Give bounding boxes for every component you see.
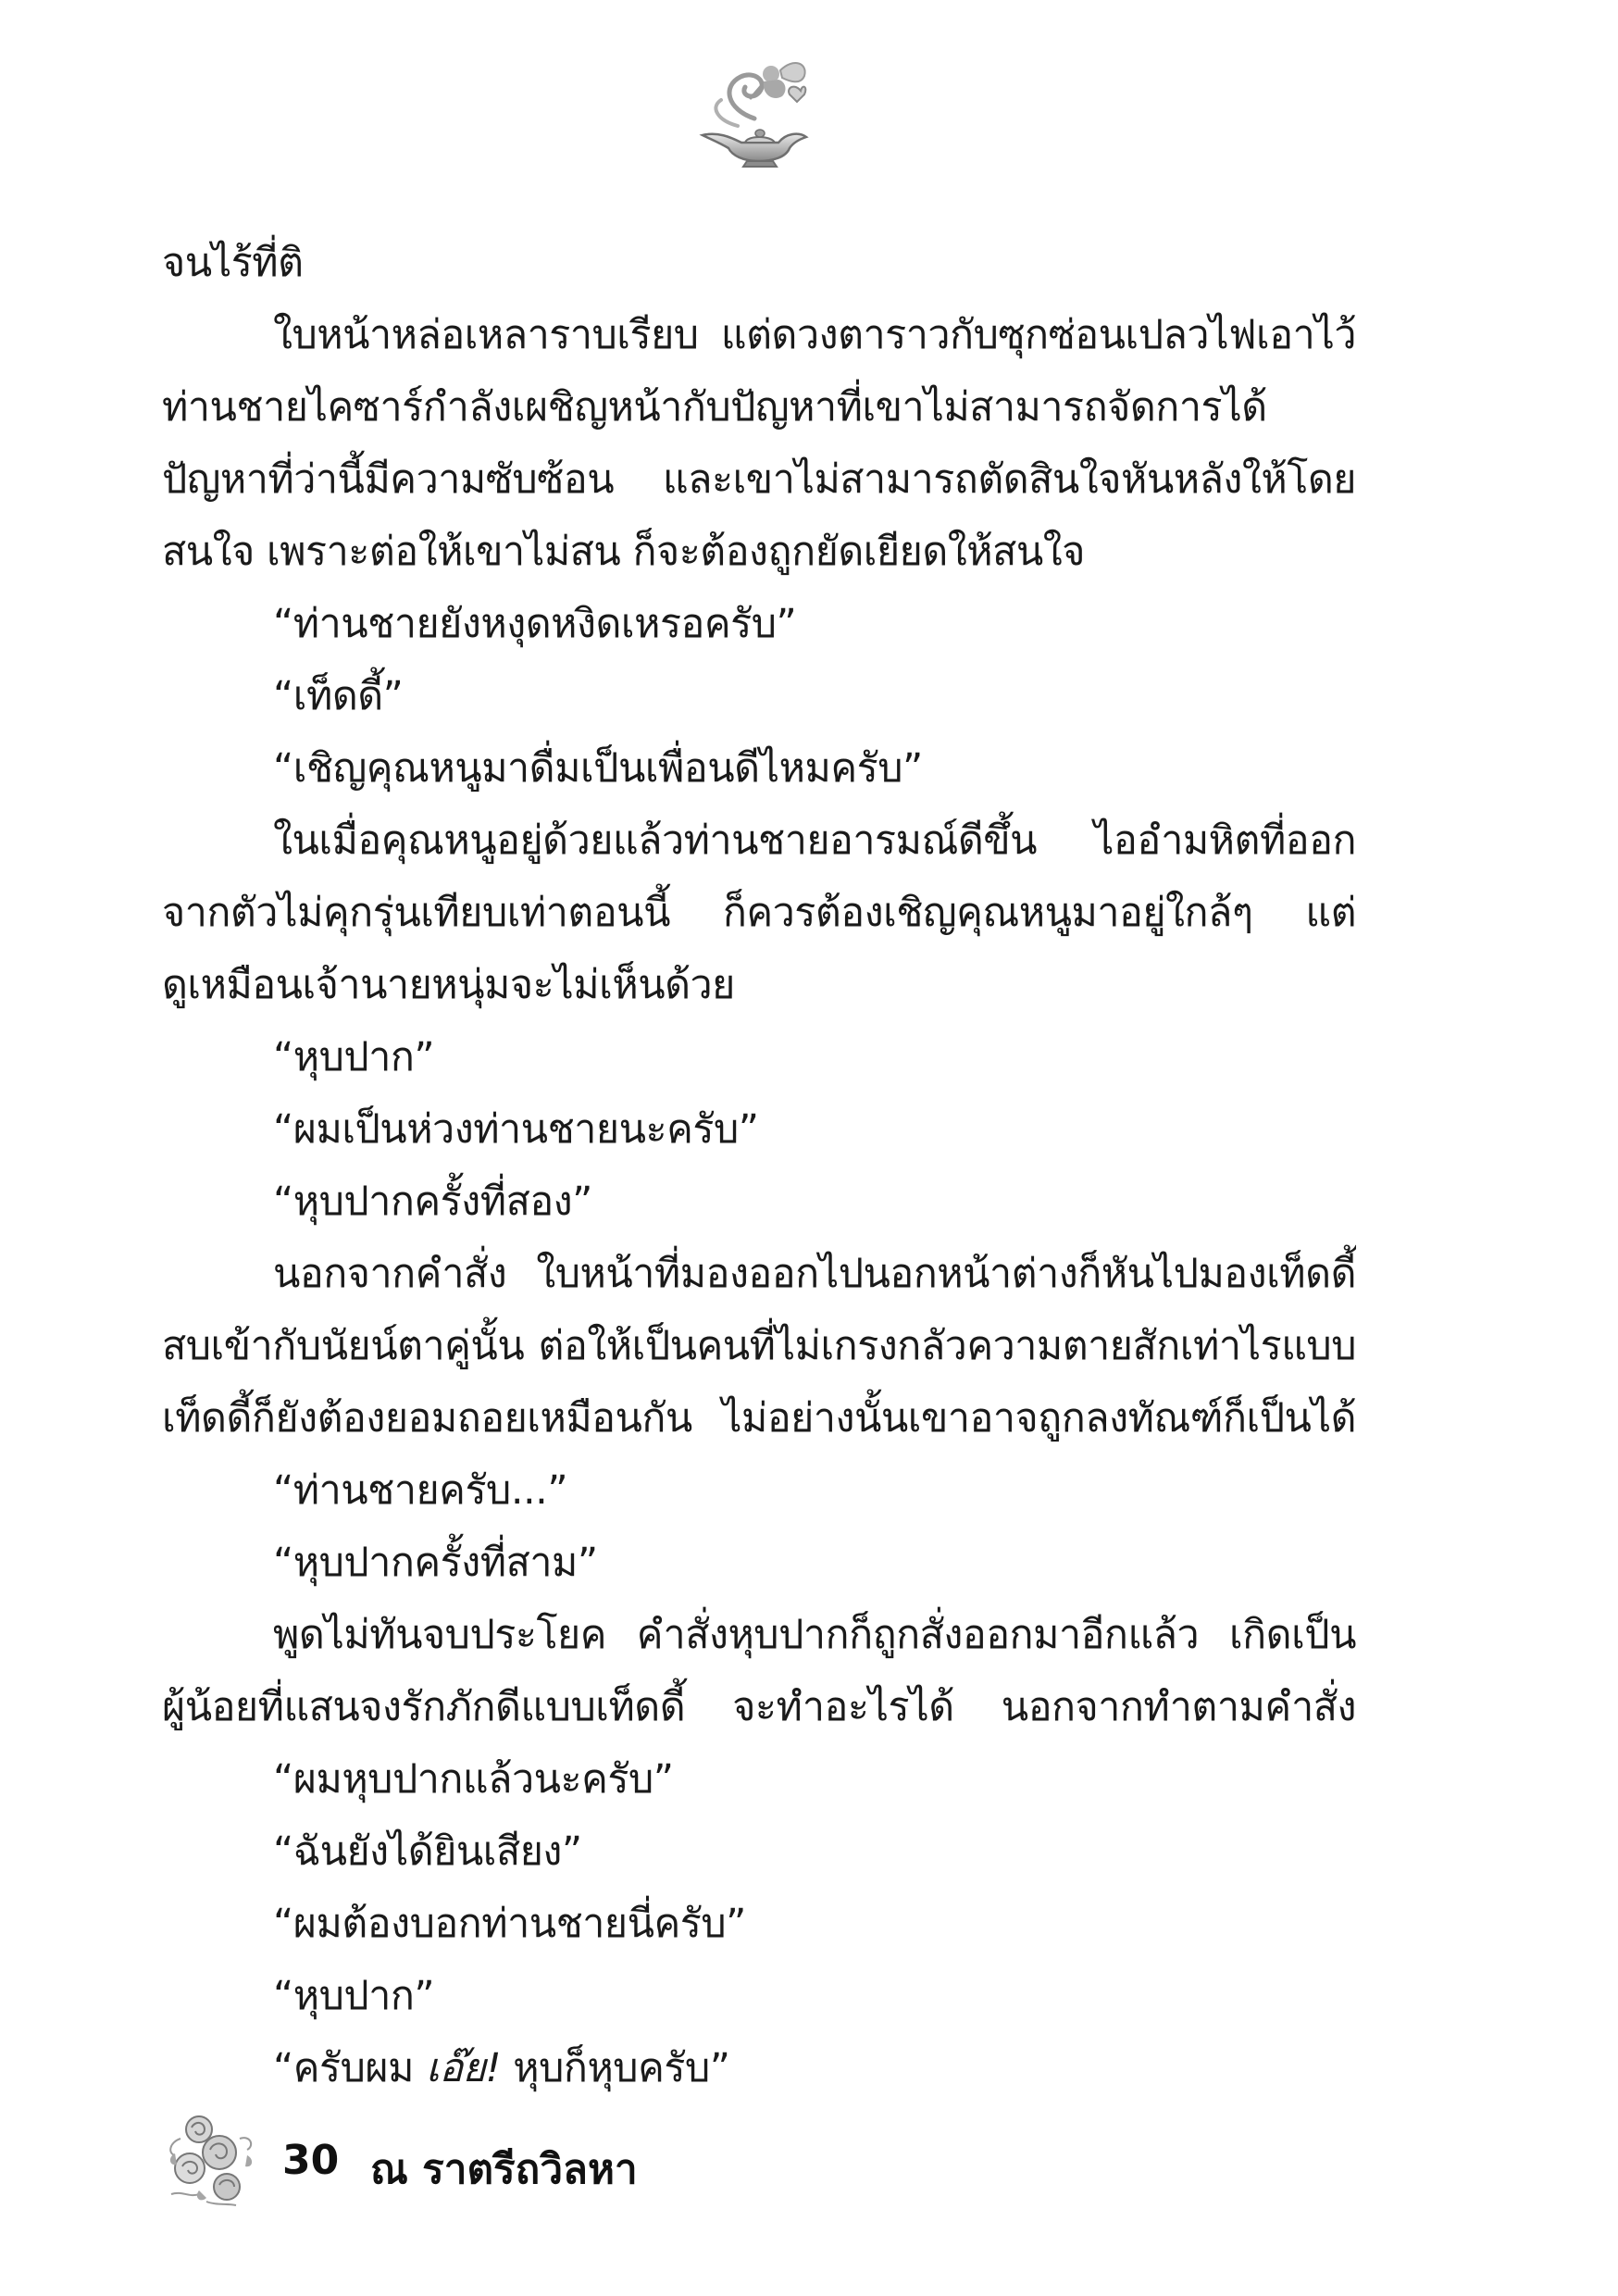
dialogue-line: “ฉันยังได้ยินเสียง” (273, 1828, 582, 1875)
dialogue-line: “เชิญคุณหนูมาดื่มเป็นเพื่อนดีไหมครับ” (273, 745, 923, 792)
dialogue-line: “หุบปาก” (273, 1973, 435, 2019)
text-line: นอกจากคำสั่ง ใบหน้าที่มองออกไปนอกหน้าต่างก็หันไปมองเท็ดดี้ (273, 1251, 1356, 1297)
text-line: จนไร้ที่ติ (162, 240, 304, 286)
dialogue-line: “ผมหุบปากแล้วนะครับ” (273, 1756, 674, 1803)
last-line-after: หุบก็หุบครับ” (501, 2045, 730, 2091)
rose-flower-ornament-icon (162, 2102, 264, 2213)
text-line: ในเมื่อคุณหนูอยู่ด้วยแล้วท่านชายอารมณ์ดีขึ้น ไออำมหิตที่ออก (273, 817, 1356, 864)
dialogue-line: “หุบปาก” (273, 1034, 435, 1080)
genie-lamp-ornament-icon (690, 54, 828, 169)
dialogue-line-last (162, 2032, 1356, 2104)
text-line: ผู้น้อยที่แสนจงรักภักดีแบบเท็ดดี้ จะทำอะไรได้ นอกจากทำตามคำสั่ง (162, 1684, 1356, 1730)
text-line: ปัญหาที่ว่านี้มีความซับซ้อน และเขาไม่สามารถตัดสินใจหันหลังให้โดย (162, 456, 1356, 503)
page-number: 30 (282, 2137, 340, 2184)
text-line: จากตัวไม่คุกรุ่นเทียบเท่าตอนนี้ ก็ควรต้องเชิญคุณหนูมาอยู่ใกล้ๆ แต่ (162, 890, 1356, 936)
book-title: ณ ราตรีถวิลหา (370, 2146, 638, 2193)
body-text (162, 227, 1356, 2104)
last-line-italic: เอ๊ย! (426, 2045, 502, 2091)
text-line: ดูเหมือนเจ้านายหนุ่มจะไม่เห็นด้วย (162, 962, 735, 1008)
last-line-before: “ครับผม (273, 2045, 427, 2091)
dialogue-line: “ท่านชายครับ...” (273, 1467, 568, 1514)
text-line: สบเข้ากับนัยน์ตาคู่นั้น ต่อให้เป็นคนที่ไม่เกรงกลัวความตายสักเท่าไรแบบ (162, 1323, 1356, 1369)
text-line: สนใจ เพราะต่อให้เขาไม่สน ก็จะต้องถูกยัดเยียดให้สนใจ (162, 529, 1085, 575)
text-line: เท็ดดี้ก็ยังต้องยอมถอยเหมือนกัน ไม่อย่างนั้นเขาอาจถูกลงทัณฑ์ก็เป็นได้ (162, 1395, 1356, 1441)
dialogue-line: “ผมต้องบอกท่านชายนี่ครับ” (273, 1901, 746, 1947)
page-footer (162, 2102, 810, 2213)
text-line: ท่านชายไคซาร์กำลังเผชิญหน้ากับปัญหาที่เขาไม่สามารถจัดการได้ (162, 384, 1267, 430)
dialogue-line: “หุบปากครั้งที่สาม” (273, 1540, 598, 1586)
dialogue-line: “ผมเป็นห่วงท่านชายนะครับ” (273, 1106, 759, 1153)
text-line: พูดไม่ทันจบประโยค คำสั่งหุบปากก็ถูกสั่งออกมาอีกแล้ว เกิดเป็น (273, 1612, 1356, 1658)
dialogue-line: “เท็ดดี้” (273, 673, 404, 719)
dialogue-line: “ท่านชายยังหงุดหงิดเหรอครับ” (273, 601, 797, 647)
dialogue-line: “หุบปากครั้งที่สอง” (273, 1179, 592, 1225)
text-line: ใบหน้าหล่อเหลาราบเรียบ แต่ดวงตาราวกับซุกซ่อนเปลวไฟเอาไว้ (273, 312, 1356, 358)
